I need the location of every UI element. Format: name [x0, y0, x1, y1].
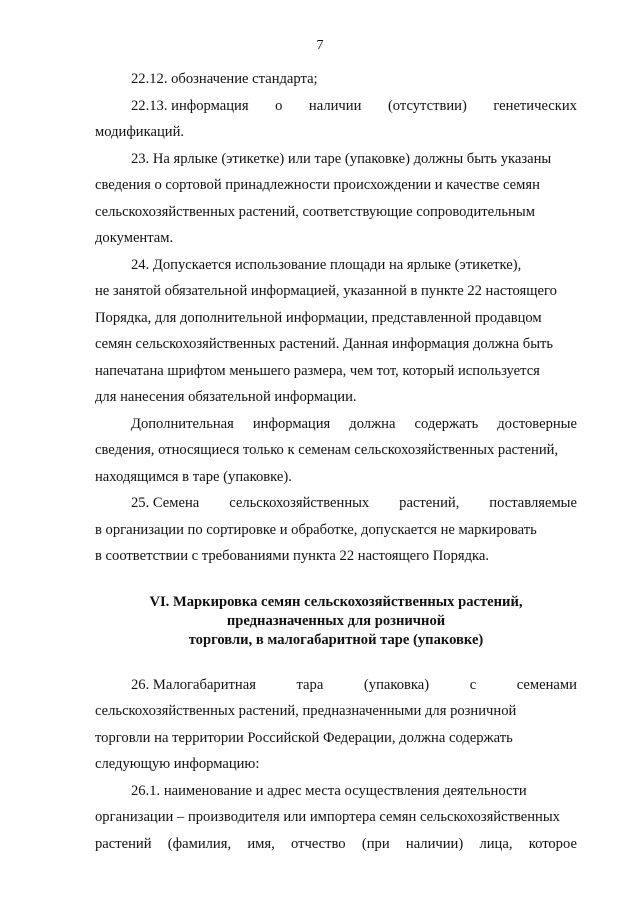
word: (отсутствии) [387, 97, 467, 114]
word: достоверные [497, 415, 577, 432]
word: растений, [399, 495, 460, 511]
paragraph-24-line-2: не занятой обязательной информацией, указанной в пункте 22 настоящего [95, 283, 557, 299]
paragraph-25-line-1 [95, 490, 577, 517]
word: с [469, 676, 477, 693]
paragraph-25-line-2: в организации по сортировке и обработке, допускается не маркировать [95, 521, 537, 538]
section-heading [95, 593, 577, 650]
paragraph-24-line-5: напечатана шрифтом меньшего размера, чем тот, который используется [95, 362, 540, 379]
word: о [275, 97, 283, 114]
word: 25. Семена [131, 495, 200, 511]
paragraph-24-line-1: 24. Допускается использование площади на ярлыке (этикетке), [131, 256, 522, 273]
word: которое [528, 835, 577, 852]
word: содержать [414, 415, 479, 432]
section-heading-line-2: предназначенных для розничной [226, 612, 446, 629]
paragraph-23-line-4: документам. [95, 230, 174, 246]
page-number: 7 [316, 38, 324, 53]
word: наличии [308, 97, 362, 114]
word: имя, [247, 835, 275, 852]
paragraph-24-line-3: Порядка, для дополнительной информации, представленной продавцом [95, 309, 542, 326]
word: информация [252, 415, 331, 432]
paragraph-23-line-3: сельскохозяйственных растений, соответствующие сопроводительным [95, 203, 535, 220]
paragraph-25-line-3: в соответствии с требованиями пункта 22 настоящего Порядка. [95, 548, 489, 564]
paragraph-26-line-4: следующую информацию: [95, 756, 260, 772]
paragraph-26-line-1 [95, 672, 577, 699]
paragraph-26-1-line-1: 26.1. наименование и адрес места осуществления деятельности [131, 782, 527, 799]
word: отчество [291, 835, 346, 852]
paragraph-26-1-line-3 [95, 831, 577, 858]
word: (фамилия, [167, 835, 232, 852]
section-heading-line-1: VI. Маркировка семян сельскохозяйственных растений, [149, 593, 523, 610]
paragraph-26-line-3: торговли на территории Российской Федерации, должна содержать [95, 729, 513, 746]
word: (упаковка) [363, 676, 430, 693]
word: растений [95, 835, 152, 852]
word: лица, [479, 835, 513, 852]
paragraph-22-13-line-2: модификаций. [95, 124, 185, 140]
section-heading-line-3: торговли, в малогабаритной таре (упаковке) [188, 631, 484, 648]
paragraph-24-line-6: для нанесения обязательной информации. [95, 389, 357, 405]
paragraph-26-1-line-2: организации – производителя или импортера семян сельскохозяйственных [95, 809, 560, 825]
word: должна [349, 415, 396, 432]
word: семенами [516, 676, 577, 693]
word: (при [361, 835, 390, 852]
paragraph-24-line-4: семян сельскохозяйственных растений. Данная информация должна быть [95, 336, 554, 352]
word: наличии) [405, 835, 464, 852]
word: тара [296, 676, 324, 693]
paragraph-additional-line-3: находящимся в таре (упаковке). [95, 468, 292, 485]
paragraph-22-13-line-1 [95, 93, 577, 120]
paragraph-23-line-2: сведения о сортовой принадлежности происхождении и качестве семян [95, 177, 540, 193]
paragraph-additional-line-1 [95, 411, 577, 438]
paragraph-26-line-2: сельскохозяйственных растений, предназначенными для розничной [95, 703, 517, 719]
paragraph-22-12: 22.12. обозначение стандарта; [131, 71, 318, 87]
word: 22.13. информация [131, 97, 249, 114]
word: 26. Малогабаритная [131, 676, 256, 693]
word: сельскохозяйственных [229, 495, 370, 511]
paragraph-23-line-1: 23. На ярлыке (этикетке) или таре (упаковке) должны быть указаны [131, 150, 552, 167]
word: генетических [493, 97, 577, 114]
word: поставляемые [489, 495, 577, 511]
document-body [95, 66, 577, 857]
word: Дополнительная [131, 415, 234, 432]
paragraph-additional-line-2: сведения, относящиеся только к семенам сельскохозяйственных растений, [95, 442, 559, 458]
